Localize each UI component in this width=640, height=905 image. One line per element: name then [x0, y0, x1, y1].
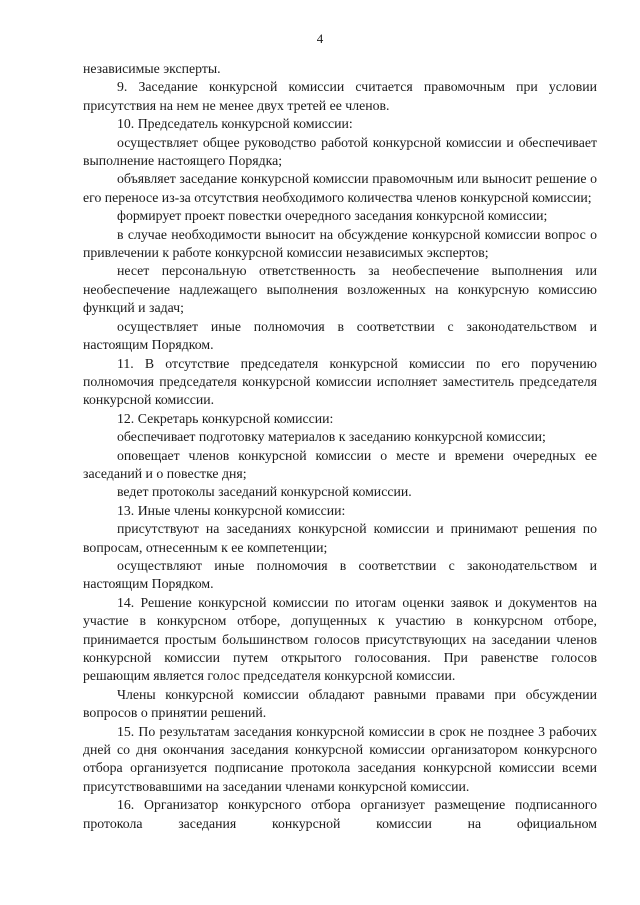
paragraph: осуществляет общее руководство работой конкурсной комиссии и обеспечивает выполнение настоящего Порядка; — [83, 134, 597, 169]
paragraph: осуществляют иные полномочия в соответствии с законодательством и настоящим Порядком. — [83, 557, 597, 592]
paragraph: 16. Организатор конкурсного отбора организует размещение подписанного протокола заседания конкурсной комиссии на официальном — [83, 797, 597, 831]
paragraph: оповещает членов конкурсной комиссии о месте и времени очередных ее заседаний и о повестке дня; — [83, 447, 597, 481]
paragraph: 14. Решение конкурсной комиссии по итогам оценки заявок и документов на участие в конкурсном отборе, допущенных к участию в конкурсном отборе, принимается простым большинством голосов присутствующих на заседании членов конкурсной комиссии путем открытого голосования. При равенстве голосов решающим является голос председателя конкурсной комиссии. — [83, 594, 597, 684]
paragraph: обеспечивает подготовку материалов к заседанию конкурсной комиссии; — [117, 429, 546, 445]
paragraph: осуществляет иные полномочия в соответствии с законодательством и настоящим Порядком. — [83, 318, 597, 353]
paragraph: в случае необходимости выносит на обсуждение конкурсной комиссии вопрос о привлечении к работе конкурсной комиссии независимых экспертов; — [83, 226, 597, 261]
paragraph: независимые эксперты. — [83, 61, 221, 76]
paragraph: 11. В отсутствие председателя конкурсной комиссии по его поручению полномочия председателя конкурсной комиссии исполняет заместитель председателя конкурсной комиссии. — [83, 355, 597, 408]
paragraph: 15. По результатам заседания конкурсной комиссии в срок не позднее 3 рабочих дней со дня окончания заседания конкурсной комиссии организатором конкурсного отбора организуется подписание протокола заседания конкурсной комиссии всеми присутствовавшими на заседании членами конкурсной комиссии. — [83, 723, 597, 794]
paragraph: формирует проект повестки очередного заседания конкурсной комиссии; — [117, 208, 548, 224]
paragraph: 10. Председатель конкурсной комиссии: — [117, 116, 353, 132]
paragraph: объявляет заседание конкурсной комиссии правомочным или выносит решение о его переносе из-за отсутствия необходимого количества членов конкурсной комиссии; — [83, 171, 597, 205]
document-body — [83, 60, 597, 833]
paragraph: присутствуют на заседаниях конкурсной комиссии и принимают решения по вопросам, отнесенным к ее компетенции; — [83, 521, 597, 555]
paragraph: 13. Иные члены конкурсной комиссии: — [117, 502, 346, 518]
page-number: 4 — [316, 31, 324, 46]
paragraph: ведет протоколы заседаний конкурсной комиссии. — [117, 484, 412, 500]
paragraph: несет персональную ответственность за необеспечение выполнения или необеспечение надлежащего выполнения возложенных на конкурсную комиссию функций и задач; — [83, 263, 597, 316]
paragraph: 12. Секретарь конкурсной комиссии: — [117, 410, 334, 426]
paragraph: 9. Заседание конкурсной комиссии считается правомочным при условии присутствия на нем не менее двух третей ее членов. — [83, 79, 597, 113]
paragraph: Члены конкурсной комиссии обладают равными правами при обсуждении вопросов о принятии решений. — [83, 686, 597, 721]
